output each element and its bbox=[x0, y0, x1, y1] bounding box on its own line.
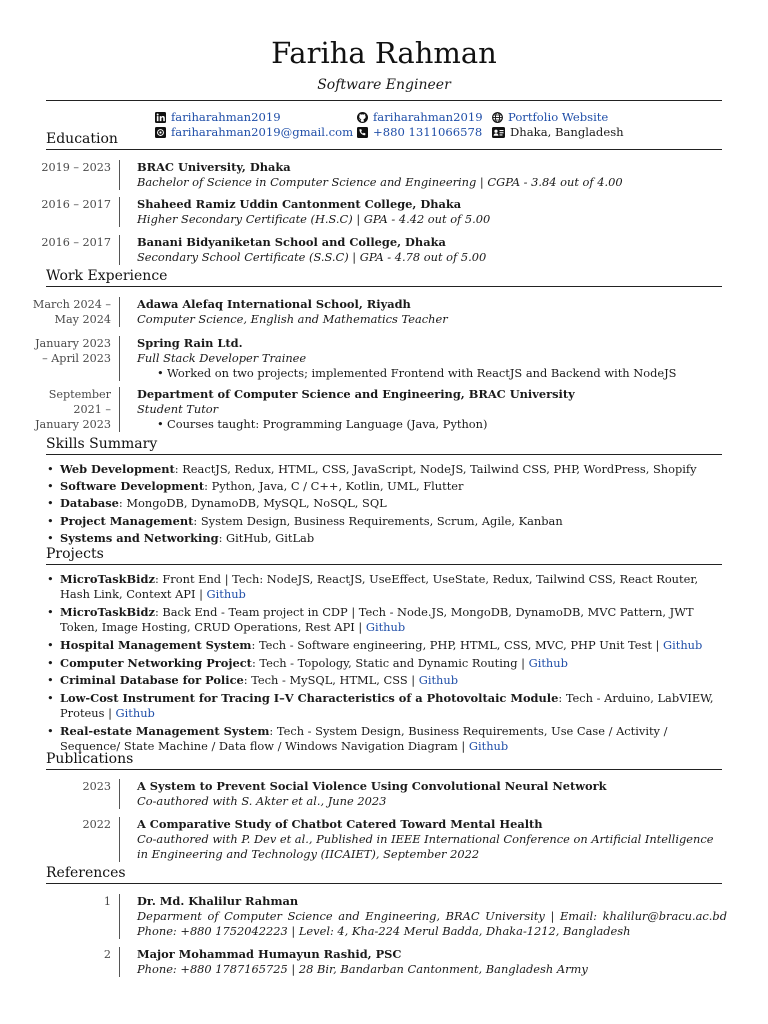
entry-title: Spring Rain Ltd. bbox=[137, 336, 243, 350]
phone-link[interactable]: +880 1311066578 bbox=[373, 125, 483, 139]
phone-icon bbox=[357, 127, 368, 138]
skill-label: Software Development bbox=[60, 479, 205, 494]
skill-item bbox=[46, 462, 724, 477]
project-label: Hospital Management System bbox=[60, 638, 252, 652]
contact-linkedin[interactable] bbox=[155, 110, 281, 125]
project-github-link[interactable]: Github bbox=[663, 638, 703, 652]
entry-title: BRAC University, Dhaka bbox=[137, 160, 291, 174]
skill-label: Web Development bbox=[60, 462, 175, 476]
reference-number: 2 bbox=[21, 947, 120, 977]
entry-title: A System to Prevent Social Violence Using Convolutional Neural Network bbox=[137, 779, 607, 793]
header-divider bbox=[46, 100, 722, 101]
section-work-title: Work Experience bbox=[46, 268, 168, 284]
section-skills-title: Skills Summary bbox=[46, 436, 158, 452]
reference-name: Major Mohammad Humayun Rashid, PSC bbox=[137, 947, 402, 961]
skill-label: Project Management bbox=[60, 513, 194, 528]
entry-date: 2016 – 2017 bbox=[21, 197, 120, 227]
entry-date-line: 2021 – bbox=[73, 403, 111, 416]
project-github-link[interactable]: Github bbox=[468, 739, 509, 754]
project-text: : Tech - Topology, Static and Dynamic Routing | bbox=[251, 655, 529, 670]
project-label: MicroTaskBidz bbox=[60, 572, 155, 586]
section-publications-title: Publications bbox=[46, 751, 134, 767]
project-item bbox=[46, 605, 724, 636]
entry-title: A Comparative Study of Chatbot Catered Toward Mental Health bbox=[137, 817, 543, 831]
section-projects-title: Projects bbox=[46, 546, 104, 562]
section-skills-rule bbox=[46, 454, 722, 455]
skill-text: : System Design, Business Requirements, Scrum, Agile, Kanban bbox=[193, 513, 563, 528]
project-text: : Tech - Software engineering, PHP, HTML, CSS, MVC, PHP Unit Test | bbox=[251, 638, 664, 652]
contact-phone[interactable] bbox=[357, 125, 482, 140]
portfolio-link[interactable]: Portfolio Website bbox=[508, 110, 609, 124]
entry-date: 2022 bbox=[21, 817, 120, 862]
entry-subtitle: Co-authored with S. Akter et al., June 2023 bbox=[137, 794, 387, 808]
entry-date: 2023 bbox=[21, 779, 120, 809]
entry-date-line: – April 2023 bbox=[42, 352, 111, 365]
entry-title: Banani Bidyaniketan School and College, Dhaka bbox=[137, 235, 446, 249]
entry-subtitle: Higher Secondary Certificate (H.S.C) | GPA - 4.42 out of 5.00 bbox=[137, 212, 491, 226]
reference-line: Phone: +880 1787165725 | 28 Bir, Bandarban Cantonment, Bangladesh Army bbox=[137, 962, 588, 976]
entry-subtitle: Student Tutor bbox=[137, 402, 219, 416]
project-item bbox=[46, 691, 724, 722]
project-github-link[interactable]: Github bbox=[206, 587, 246, 602]
project-label: Low-Cost Instrument for Tracing I–V Characteristics of a Photovoltaic Module bbox=[60, 690, 559, 705]
skill-item bbox=[46, 514, 724, 529]
entry-title: Department of Computer Science and Engineering, BRAC University bbox=[137, 387, 575, 401]
reference-number: 1 bbox=[21, 894, 120, 939]
project-text: : Tech - MySQL, HTML, CSS | bbox=[243, 673, 419, 688]
skill-item bbox=[46, 479, 724, 494]
contact-email[interactable] bbox=[155, 125, 353, 140]
project-github-link[interactable]: Github bbox=[115, 706, 155, 721]
entry-date-line: January 2023 bbox=[35, 418, 111, 431]
project-label: Real-estate Management System bbox=[60, 723, 270, 738]
project-item bbox=[46, 572, 724, 603]
entry-date bbox=[21, 387, 120, 432]
skills-list bbox=[46, 462, 724, 548]
reference-line: Phone: +880 1752042223 | Level: 4, Kha-224 Merul Badda, Dhaka-1212, Bangladesh bbox=[137, 924, 631, 938]
globe-icon bbox=[492, 112, 503, 123]
skill-label: Database bbox=[60, 496, 119, 511]
entry-date-line: May 2024 bbox=[54, 313, 111, 326]
section-work-rule bbox=[46, 286, 722, 287]
address-card-icon bbox=[492, 127, 505, 138]
skill-text: : ReactJS, Redux, HTML, CSS, JavaScript, NodeJS, Tailwind CSS, PHP, WordPress, Shopify bbox=[174, 462, 697, 476]
skill-item bbox=[46, 496, 724, 511]
contact-location bbox=[492, 125, 624, 140]
entry-subtitle: Full Stack Developer Trainee bbox=[137, 351, 307, 365]
email-icon bbox=[155, 127, 166, 138]
project-github-link[interactable]: Github bbox=[365, 620, 406, 635]
projects-list bbox=[46, 572, 724, 757]
project-text: : Back End - Team project in CDP | Tech - Node.JS, MongoDB, DynamoDB, MVC Pattern, JWT Token, Image Hosting, CRUD Operations, Rest API | bbox=[60, 605, 694, 635]
project-github-link[interactable]: Github bbox=[528, 655, 568, 670]
entry-subtitle: Bachelor of Science in Computer Science and Engineering | CGPA - 3.84 out of 4.00 bbox=[137, 175, 623, 189]
section-references-rule bbox=[46, 883, 722, 884]
contact-portfolio[interactable] bbox=[492, 110, 608, 125]
entry-date-line: September bbox=[48, 388, 111, 401]
github-icon bbox=[357, 112, 368, 123]
skill-text: : GitHub, GitLab bbox=[218, 530, 315, 545]
contact-github[interactable] bbox=[357, 110, 483, 125]
section-references-title: References bbox=[46, 865, 126, 881]
project-text: : Front End | Tech: NodeJS, ReactJS, UseEffect, UseState, Redux, Tailwind CSS, React Router, Hash Link, Context API | bbox=[60, 572, 699, 602]
entry-date bbox=[21, 336, 120, 381]
section-education-rule bbox=[46, 149, 722, 150]
location-text: Dhaka, Bangladesh bbox=[510, 125, 624, 139]
reference-name: Dr. Md. Khalilur Rahman bbox=[137, 894, 299, 908]
linkedin-link[interactable]: fariharahman2019 bbox=[171, 110, 281, 124]
project-text: : Tech - System Design, Business Requirements, Use Case / Activity / Sequence/ State Machine / Data flow / Windows Navigation Diagram | bbox=[60, 723, 668, 754]
resume-name: Fariha Rahman bbox=[271, 36, 497, 70]
skill-item bbox=[46, 531, 724, 546]
project-item bbox=[46, 638, 724, 653]
entry-bullet: • Courses taught: Programming Language (Java, Python) bbox=[167, 417, 727, 432]
entry-subtitle: Computer Science, English and Mathematics Teacher bbox=[137, 312, 448, 326]
entry-title: Adawa Alefaq International School, Riyadh bbox=[137, 297, 411, 311]
project-label: Computer Networking Project bbox=[60, 655, 252, 670]
section-publications-rule bbox=[46, 769, 722, 770]
entry-date-line: January 2023 bbox=[35, 337, 111, 350]
project-item bbox=[46, 656, 724, 671]
project-text: : Tech - Arduino, LabVIEW, Proteus | bbox=[60, 690, 714, 721]
entry-subtitle: Secondary School Certificate (S.S.C) | GPA - 4.78 out of 5.00 bbox=[137, 250, 487, 264]
entry-date bbox=[21, 297, 120, 327]
skill-text: : Python, Java, C / C++, Kotlin, UML, Flutter bbox=[204, 479, 464, 494]
project-item bbox=[46, 724, 724, 755]
project-item bbox=[46, 673, 724, 688]
email-link[interactable]: fariharahman2019@gmail.com bbox=[171, 125, 354, 139]
project-github-link[interactable]: Github bbox=[418, 673, 459, 688]
section-projects-rule bbox=[46, 564, 722, 565]
entry-subtitle: Co-authored with P. Dev et al., Published in IEEE International Conference on Artificial Intelligence in Engineering and Technology (IICAIET), September 2022 bbox=[137, 832, 714, 861]
entry-date: 2016 – 2017 bbox=[21, 235, 120, 265]
entry-date-line: March 2024 – bbox=[32, 298, 111, 311]
section-education-title: Education bbox=[46, 131, 118, 147]
project-label: MicroTaskBidz bbox=[60, 605, 155, 619]
entry-bullet: • Worked on two projects; implemented Frontend with ReactJS and Backend with NodeJS bbox=[167, 366, 727, 381]
linkedin-icon bbox=[155, 112, 166, 123]
skill-text: : MongoDB, DynamoDB, MySQL, NoSQL, SQL bbox=[118, 496, 387, 511]
entry-date: 2019 – 2023 bbox=[21, 160, 120, 190]
github-link[interactable]: fariharahman2019 bbox=[373, 110, 483, 124]
project-label: Criminal Database for Police bbox=[60, 673, 244, 688]
resume-title: Software Engineer bbox=[317, 77, 451, 93]
entry-title: Shaheed Ramiz Uddin Cantonment College, Dhaka bbox=[137, 197, 462, 211]
reference-line: Deparment of Computer Science and Engineering, BRAC University | Email: khalilur@bracu.ac.bd bbox=[137, 909, 727, 923]
skill-label: Systems and Networking bbox=[60, 530, 219, 545]
